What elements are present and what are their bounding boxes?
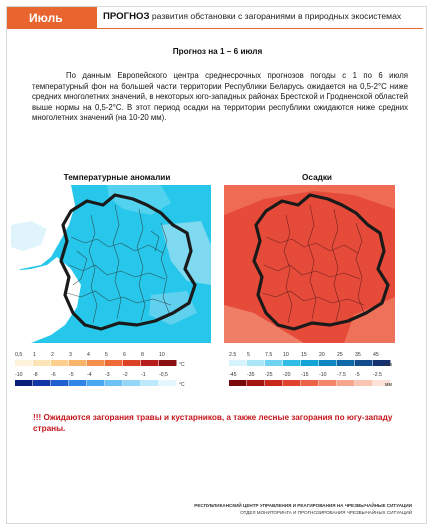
- scale-tick-label: -3: [105, 372, 110, 378]
- precip-positive-unit: мм: [385, 362, 392, 368]
- scale-tick-label: 8: [141, 352, 144, 358]
- scale-tick-label: -10: [319, 372, 327, 378]
- scale-cell: [301, 380, 319, 386]
- scale-tick-label: -10: [15, 372, 23, 378]
- scale-cell: [265, 360, 283, 366]
- scale-cell: [69, 380, 87, 386]
- scale-tick-label: 7.5: [265, 352, 273, 358]
- fire-warning: !!! Ожидаются загорания травы и кустарников, а также лесные загорания по югу-западу страны.: [33, 413, 393, 433]
- temperature-anomaly-map: [11, 185, 211, 343]
- scale-cell: [123, 360, 141, 366]
- scale-tick-label: -35: [247, 372, 255, 378]
- scale-cell: [159, 380, 177, 386]
- temperature-map-title: Температурные аномалии: [63, 173, 171, 182]
- scale-cell: [33, 360, 51, 366]
- temperature-map-graphic: [11, 185, 211, 343]
- temp-negative-scale: [15, 380, 177, 386]
- scale-cell: [265, 380, 283, 386]
- scale-tick-label: 4: [87, 352, 90, 358]
- header-divider: [97, 28, 423, 29]
- scale-cell: [141, 360, 159, 366]
- scale-cell: [247, 360, 265, 366]
- scale-tick-label: -4: [87, 372, 92, 378]
- scale-cell: [159, 360, 177, 366]
- scale-tick-label: 3: [69, 352, 72, 358]
- precipitation-map: [224, 185, 395, 343]
- scale-cell: [123, 380, 141, 386]
- header-title-rest: развития обстановки с загораниями в природных экосистемах: [151, 11, 402, 21]
- precip-negative-unit: мм: [385, 382, 392, 388]
- scale-tick-label: 45: [373, 352, 379, 358]
- scale-cell: [15, 380, 33, 386]
- month-tab: Июль: [7, 7, 97, 29]
- scale-cell: [87, 360, 105, 366]
- temp-negative-unit: °С: [179, 382, 185, 388]
- scale-cell: [337, 380, 355, 386]
- header-title-bold: ПРОГНОЗ: [103, 11, 150, 22]
- footer-organization: РЕСПУБЛИКАНСКИЙ ЦЕНТР УПРАВЛЕНИЯ И РЕАГИРОВАНИЯ НА ЧРЕЗВЫЧАЙНЫЕ СИТУАЦИИ: [194, 503, 412, 508]
- scale-cell: [141, 380, 159, 386]
- scale-cell: [51, 360, 69, 366]
- scale-cell: [319, 380, 337, 386]
- scale-cell: [229, 380, 247, 386]
- scale-cell: [33, 380, 51, 386]
- scale-cell: [283, 360, 301, 366]
- scale-tick-label: 5: [105, 352, 108, 358]
- scale-tick-label: -15: [301, 372, 309, 378]
- scale-tick-label: -5: [69, 372, 74, 378]
- scale-tick-label: 20: [319, 352, 325, 358]
- footer-department: ОТДЕЛ МОНИТОРИНГА И ПРОГНОЗИРОВАНИЯ ЧРЕЗВЫЧАЙНЫХ СИТУАЦИЙ: [240, 510, 412, 515]
- scale-cell: [355, 360, 373, 366]
- precipitation-map-graphic: [224, 185, 395, 343]
- scale-tick-label: 2: [51, 352, 54, 358]
- temp-positive-scale: [15, 360, 177, 366]
- scale-tick-label: 6: [123, 352, 126, 358]
- scale-cell: [247, 380, 265, 386]
- scale-tick-label: -1: [141, 372, 146, 378]
- page-footer: [194, 502, 412, 516]
- scale-cell: [87, 380, 105, 386]
- scale-tick-label: -2: [123, 372, 128, 378]
- precipitation-map-title: Осадки: [302, 173, 332, 182]
- scale-cell: [15, 360, 33, 366]
- scale-tick-label: 10: [283, 352, 289, 358]
- scale-cell: [301, 360, 319, 366]
- scale-cell: [355, 380, 373, 386]
- header-title: [103, 11, 401, 22]
- scale-tick-label: 10: [159, 352, 165, 358]
- scale-cell: [105, 360, 123, 366]
- scale-tick-label: -6: [51, 372, 56, 378]
- scale-tick-label: -7.5: [337, 372, 346, 378]
- scale-tick-label: -45: [229, 372, 237, 378]
- precip-positive-scale: [229, 360, 391, 366]
- scale-cell: [337, 360, 355, 366]
- scale-tick-label: -8: [33, 372, 38, 378]
- forecast-page: [6, 6, 427, 524]
- scale-tick-label: 5: [247, 352, 250, 358]
- scale-cell: [319, 360, 337, 366]
- scale-tick-label: -2.5: [373, 372, 382, 378]
- precip-negative-scale: [229, 380, 391, 386]
- scale-tick-label: 2.5: [229, 352, 237, 358]
- precip-positive-ticks: [229, 352, 391, 358]
- scale-cell: [229, 360, 247, 366]
- scale-tick-label: 15: [301, 352, 307, 358]
- temp-positive-ticks: [15, 352, 177, 358]
- temp-negative-ticks: [15, 372, 177, 378]
- scale-cell: [51, 380, 69, 386]
- scale-cell: [105, 380, 123, 386]
- scale-tick-label: 25: [337, 352, 343, 358]
- scale-tick-label: -0,5: [159, 372, 168, 378]
- scale-cell: [69, 360, 87, 366]
- forecast-title: Прогноз на 1 – 6 июля: [172, 47, 263, 56]
- temp-positive-unit: °С: [179, 362, 185, 368]
- scale-tick-label: -5: [355, 372, 360, 378]
- scale-tick-label: -25: [265, 372, 273, 378]
- scale-cell: [283, 380, 301, 386]
- scale-tick-label: -20: [283, 372, 291, 378]
- page-header: [7, 7, 427, 29]
- scale-tick-label: 35: [355, 352, 361, 358]
- precip-negative-ticks: [229, 372, 391, 378]
- scale-tick-label: 0,5: [15, 352, 23, 358]
- forecast-paragraph: По данным Европейского центра среднесрочных прогнозов погоды с 1 по 6 июля температурный фон на большей части территории Республики Беларусь ожидается на 0,5-2°С ниже средних многолетних значений, в некоторых юго-западных районах Брестской и Гродненской областей выше нормы на 0,5-2°С. В этот период осадки на территории республики ожидаются ниже средних многолетних значений (на 10-20 мм).: [32, 71, 408, 122]
- scale-tick-label: 1: [33, 352, 36, 358]
